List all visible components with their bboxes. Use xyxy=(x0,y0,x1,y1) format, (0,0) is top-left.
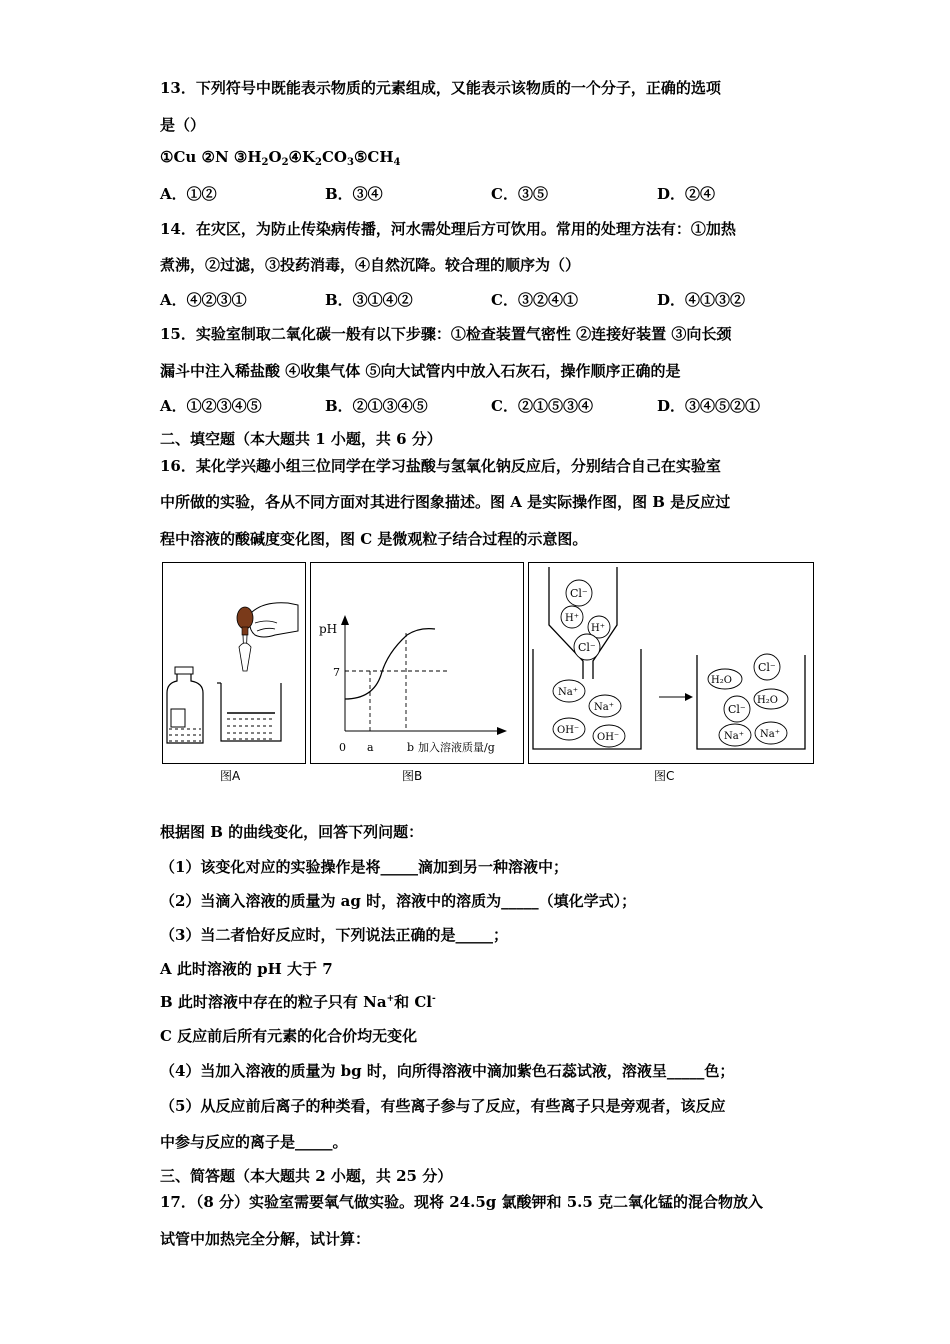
superscript: + xyxy=(386,994,395,1004)
q13-option-d: D．②④ xyxy=(657,185,716,203)
q16-stem-line3: 程中溶液的酸碱度变化图，图 C 是微观粒子结合过程的示意图。 xyxy=(160,530,588,548)
q16-part4: （4）当加入溶液的质量为 bg 时，向所得溶液中滴加紫色石蕊试液，溶液呈_____色； xyxy=(160,1062,735,1080)
ion-label: H₂O xyxy=(757,695,778,706)
q15-stem-line1: 15．实验室制取二氧化碳一般有以下步骤：①检查装置气密性 ②连接好装置 ③向长颈 xyxy=(160,325,732,343)
ion-label: Na⁺ xyxy=(558,687,578,698)
ion-label: Cl⁻ xyxy=(758,661,776,674)
q16-stem-line1: 16．某化学兴趣小组三位同学在学习盐酸与氢氧化钠反应后，分别结合自己在实验室 xyxy=(160,457,721,475)
figure-a-caption: 图A xyxy=(220,769,241,783)
q17-stem-line1: 17．（8 分）实验室需要氧气做实验。现将 24.5g 氯酸钾和 5.5 克二氧化锰的混合物放入 xyxy=(160,1193,764,1211)
q13-items xyxy=(160,148,401,168)
section3-heading: 三、简答题（本大题共 2 小题，共 25 分） xyxy=(160,1167,453,1185)
q15-option-a: A．①②③④⑤ xyxy=(160,397,262,415)
superscript: - xyxy=(431,994,436,1004)
q14-stem-line1: 14．在灾区，为防止传染病传播，河水需处理后方可饮用。常用的处理方法有：①加热 xyxy=(160,220,736,238)
choice-b-text: 和 Cl xyxy=(394,993,432,1011)
q16-intro: 根据图 B 的曲线变化，回答下列问题： xyxy=(160,823,424,841)
subscript: 3 xyxy=(347,157,354,168)
q13-item-text: O xyxy=(268,148,282,166)
origin-label: 0 xyxy=(339,741,346,754)
q15-option-c: C．②①⑤③④ xyxy=(491,397,593,415)
ion-label: H⁺ xyxy=(591,623,605,634)
reagent-bottle xyxy=(167,673,203,743)
ion-label: OH⁻ xyxy=(557,725,580,736)
q16-choice-b xyxy=(160,991,436,1012)
figure-b-chart xyxy=(311,563,523,763)
ion-label: H⁺ xyxy=(565,613,579,624)
q14-option-a: A．④②③① xyxy=(160,291,247,309)
q16-choice-a: A 此时溶液的 pH 大于 7 xyxy=(160,960,333,978)
x-axis-label: 加入溶液质量/g xyxy=(418,741,495,754)
q17-stem-line2: 试管中加热完全分解，试计算： xyxy=(160,1230,371,1248)
q14-option-b: B．③①④② xyxy=(325,291,413,309)
ion-label: Na⁺ xyxy=(760,729,780,740)
q15-option-d: D．③④⑤②① xyxy=(657,397,761,415)
section2-heading: 二、填空题（本大题共 1 小题，共 6 分） xyxy=(160,430,442,448)
q13-stem-line2: 是（） xyxy=(160,116,206,134)
q16-stem-line2: 中所做的实验，各从不同方面对其进行图象描述。图 A 是实际操作图，图 B 是反应过 xyxy=(160,493,731,511)
q14-stem-line2: 煮沸，②过滤，③投药消毒，④自然沉降。较合理的顺序为（） xyxy=(160,256,581,274)
dropper-bulb xyxy=(237,607,253,629)
figure-a-drawing xyxy=(163,563,305,763)
q13-option-a: A．①② xyxy=(160,185,217,203)
ion-label: Na⁺ xyxy=(594,702,614,713)
y-axis-label: pH xyxy=(319,622,338,636)
q13-item-text: CO xyxy=(321,148,347,166)
q15-stem-line2: 漏斗中注入稀盐酸 ④收集气体 ⑤向大试管内中放入石灰石，操作顺序正确的是 xyxy=(160,362,681,380)
q16-part5-line2: 中参与反应的离子是_____。 xyxy=(160,1133,348,1151)
q13-option-b: B．③④ xyxy=(325,185,383,203)
q16-part1: （1）该变化对应的实验操作是将_____滴加到另一种溶液中； xyxy=(160,858,568,876)
ion-label: Cl⁻ xyxy=(728,703,746,716)
choice-b-text: B 此时溶液中存在的粒子只有 Na xyxy=(160,993,387,1011)
q16-part5-line1: （5）从反应前后离子的种类看，有些离子参与了反应，有些离子只是旁观者，该反应 xyxy=(160,1097,726,1115)
q14-option-c: C．③②④① xyxy=(491,291,578,309)
subscript: 2 xyxy=(315,157,322,168)
q13-item-text: ⑤CH xyxy=(353,148,394,166)
y-tick-7: 7 xyxy=(333,666,340,679)
beaker xyxy=(221,683,281,741)
ph-curve xyxy=(345,629,435,699)
q16-choice-c: C 反应前后所有元素的化合价均无变化 xyxy=(160,1027,418,1045)
ion-label: H₂O xyxy=(711,675,732,686)
figure-c-diagram xyxy=(529,563,813,763)
q15-option-b: B．②①③④⑤ xyxy=(325,397,428,415)
q14-option-d: D．④①③② xyxy=(657,291,746,309)
ion-label: Na⁺ xyxy=(724,731,744,742)
figure-c xyxy=(528,562,814,764)
hand-shape xyxy=(250,603,298,637)
subscript: 2 xyxy=(281,157,289,168)
x-tick-a: a xyxy=(367,741,374,754)
ion-label: Cl⁻ xyxy=(578,641,596,654)
ion-label: OH⁻ xyxy=(597,732,620,743)
q13-option-c: C．③⑤ xyxy=(491,185,548,203)
figure-a xyxy=(162,562,306,764)
q16-part2: （2）当滴入溶液的质量为 ag 时，溶液中的溶质为_____（填化学式）； xyxy=(160,892,637,910)
q13-item-text: ①Cu ②N ③H xyxy=(160,148,262,166)
q13-stem-line1: 13．下列符号中既能表示物质的元素组成，又能表示该物质的一个分子，正确的选项 xyxy=(160,79,721,97)
subscript: 2 xyxy=(261,157,269,168)
subscript: 4 xyxy=(393,157,401,168)
figure-c-caption: 图C xyxy=(654,769,675,783)
ion-label: Cl⁻ xyxy=(570,587,588,600)
x-tick-b: b xyxy=(407,741,415,754)
figure-b xyxy=(310,562,524,764)
q13-item-text: ④K xyxy=(288,148,316,166)
figure-b-caption: 图B xyxy=(402,769,423,783)
q16-part3: （3）当二者恰好反应时，下列说法正确的是_____； xyxy=(160,926,508,944)
